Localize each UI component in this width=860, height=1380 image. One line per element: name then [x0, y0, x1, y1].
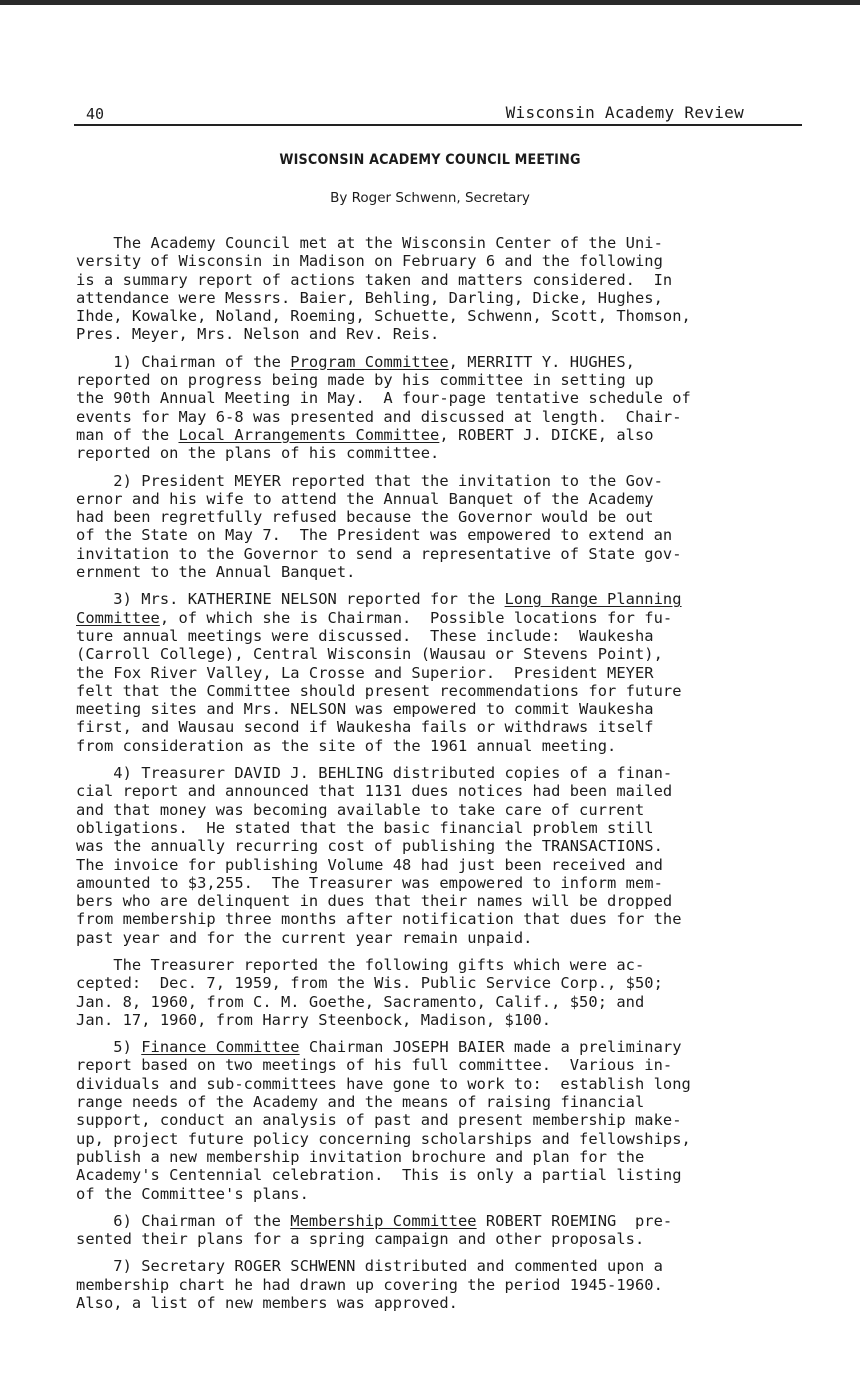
- text-line: 4) Treasurer DAVID J. BEHLING distributed copies of a finan-: [76, 764, 673, 783]
- page-header: [74, 103, 802, 126]
- text-line: of the Committee's plans.: [76, 1184, 309, 1203]
- underlined-committee-name: Membership Committee: [290, 1211, 477, 1230]
- text-line: publish a new membership invitation brochure and plan for the: [76, 1147, 645, 1166]
- text-line: ture annual meetings were discussed. These include: Waukesha: [76, 626, 654, 645]
- text-line: man of the Local Arrangements Committee, ROBERT J. DICKE, also: [76, 425, 654, 444]
- paragraph: [76, 956, 816, 1029]
- underlined-committee-name: Long Range Planning: [504, 590, 682, 609]
- underlined-committee-name: Local Arrangements Committee: [178, 425, 440, 444]
- text-line: ernor and his wife to attend the Annual Banquet of the Academy: [76, 489, 654, 508]
- text-line: Jan. 17, 1960, from Harry Steenbock, Madison, $100.: [76, 1010, 552, 1029]
- text-line: felt that the Committee should present recommendations for future: [76, 681, 682, 700]
- paragraph: [76, 764, 816, 947]
- text-line: from membership three months after notification that dues for the: [76, 910, 682, 929]
- paragraph: [76, 353, 816, 463]
- article-body: [76, 234, 816, 1321]
- paragraph: [76, 1038, 816, 1203]
- text-line: had been regretfully refused because the Governor would be out: [76, 508, 654, 527]
- text-line: Committee, of which she is Chairman. Possible locations for fu-: [76, 608, 673, 627]
- text-line: versity of Wisconsin in Madison on February 6 and the following: [76, 252, 663, 271]
- text-line: 2) President MEYER reported that the invitation to the Gov-: [76, 471, 663, 490]
- text-line: of the State on May 7. The President was empowered to extend an: [76, 526, 673, 545]
- text-line: amounted to $3,255. The Treasurer was empowered to inform mem-: [76, 873, 663, 892]
- paragraph: [76, 472, 816, 582]
- text-line: the Fox River Valley, La Crosse and Superior. President MEYER: [76, 663, 654, 682]
- text-line: invitation to the Governor to send a representative of State gov-: [76, 544, 682, 563]
- page-number: 40: [86, 105, 105, 123]
- text-line: obligations. He stated that the basic financial problem still: [76, 818, 654, 837]
- text-line: up, project future policy concerning scholarships and fellowships,: [76, 1129, 691, 1148]
- text-line: 1) Chairman of the Program Committee, MERRITT Y. HUGHES,: [76, 352, 635, 371]
- text-line: support, conduct an analysis of past and present membership make-: [76, 1111, 682, 1130]
- text-line: and that money was becoming available to take care of current: [76, 800, 645, 819]
- paragraph: [76, 234, 816, 344]
- text-line: sented their plans for a spring campaign and other proposals.: [76, 1230, 645, 1249]
- text-line: cial report and announced that 1131 dues notices had been mailed: [76, 782, 673, 801]
- text-line: reported on the plans of his committee.: [76, 444, 440, 463]
- paragraph: [76, 1257, 816, 1312]
- article-byline: By Roger Schwenn, Secretary: [330, 190, 530, 206]
- text-line: events for May 6-8 was presented and discussed at length. Chair-: [76, 407, 682, 426]
- text-line: (Carroll College), Central Wisconsin (Wausau or Stevens Point),: [76, 645, 663, 664]
- underlined-committee-name: Program Committee: [290, 352, 449, 371]
- text-line: from consideration as the site of the 1961 annual meeting.: [76, 736, 617, 755]
- paragraph: [76, 1212, 816, 1249]
- text-line: bers who are delinquent in dues that their names will be dropped: [76, 892, 673, 911]
- text-line: 7) Secretary ROGER SCHWENN distributed and commented upon a: [76, 1257, 663, 1276]
- text-line: Ihde, Kowalke, Noland, Roeming, Schuette, Schwenn, Scott, Thomson,: [76, 307, 691, 326]
- text-line: 3) Mrs. KATHERINE NELSON reported for the Long Range Planning: [76, 590, 682, 609]
- text-line: Also, a list of new members was approved.: [76, 1294, 458, 1313]
- text-line: meeting sites and Mrs. NELSON was empowered to commit Waukesha: [76, 700, 654, 719]
- text-line: The Treasurer reported the following gifts which were ac-: [76, 955, 645, 974]
- text-line: past year and for the current year remain unpaid.: [76, 928, 533, 947]
- text-line: report based on two meetings of his full committee. Various in-: [76, 1056, 673, 1075]
- text-line: cepted: Dec. 7, 1959, from the Wis. Public Service Corp., $50;: [76, 974, 663, 993]
- text-line: The Academy Council met at the Wisconsin Center of the Uni-: [76, 234, 663, 252]
- article-title: WISCONSIN ACADEMY COUNCIL MEETING: [279, 152, 581, 168]
- underlined-committee-name: Finance Committee: [141, 1038, 300, 1057]
- text-line: 5) Finance Committee Chairman JOSEPH BAIER made a preliminary: [76, 1038, 682, 1057]
- scan-top-edge: [0, 0, 860, 5]
- text-line: Academy's Centennial celebration. This is only a partial listing: [76, 1166, 682, 1185]
- text-line: Jan. 8, 1960, from C. M. Goethe, Sacramento, Calif., $50; and: [76, 992, 645, 1011]
- text-line: attendance were Messrs. Baier, Behling, Darling, Dicke, Hughes,: [76, 288, 663, 307]
- text-line: The invoice for publishing Volume 48 had just been received and: [76, 855, 663, 874]
- text-line: membership chart he had drawn up covering the period 1945-1960.: [76, 1275, 663, 1294]
- journal-title: Wisconsin Academy Review: [505, 103, 744, 122]
- underlined-committee-name: Committee: [76, 608, 160, 627]
- text-line: ernment to the Annual Banquet.: [76, 563, 356, 582]
- text-line: reported on progress being made by his committee in setting up: [76, 371, 654, 390]
- paragraph: [76, 590, 816, 755]
- text-line: is a summary report of actions taken and matters considered. In: [76, 270, 673, 289]
- text-line: first, and Wausau second if Waukesha fails or withdraws itself: [76, 718, 654, 737]
- text-line: 6) Chairman of the Membership Committee ROBERT ROEMING pre-: [76, 1211, 673, 1230]
- text-line: was the annually recurring cost of publishing the TRANSACTIONS.: [76, 837, 663, 856]
- text-line: Pres. Meyer, Mrs. Nelson and Rev. Reis.: [76, 325, 440, 344]
- text-line: range needs of the Academy and the means of raising financial: [76, 1093, 645, 1112]
- text-line: dividuals and sub-committees have gone to work to: establish long: [76, 1074, 691, 1093]
- text-line: the 90th Annual Meeting in May. A four-page tentative schedule of: [76, 389, 691, 408]
